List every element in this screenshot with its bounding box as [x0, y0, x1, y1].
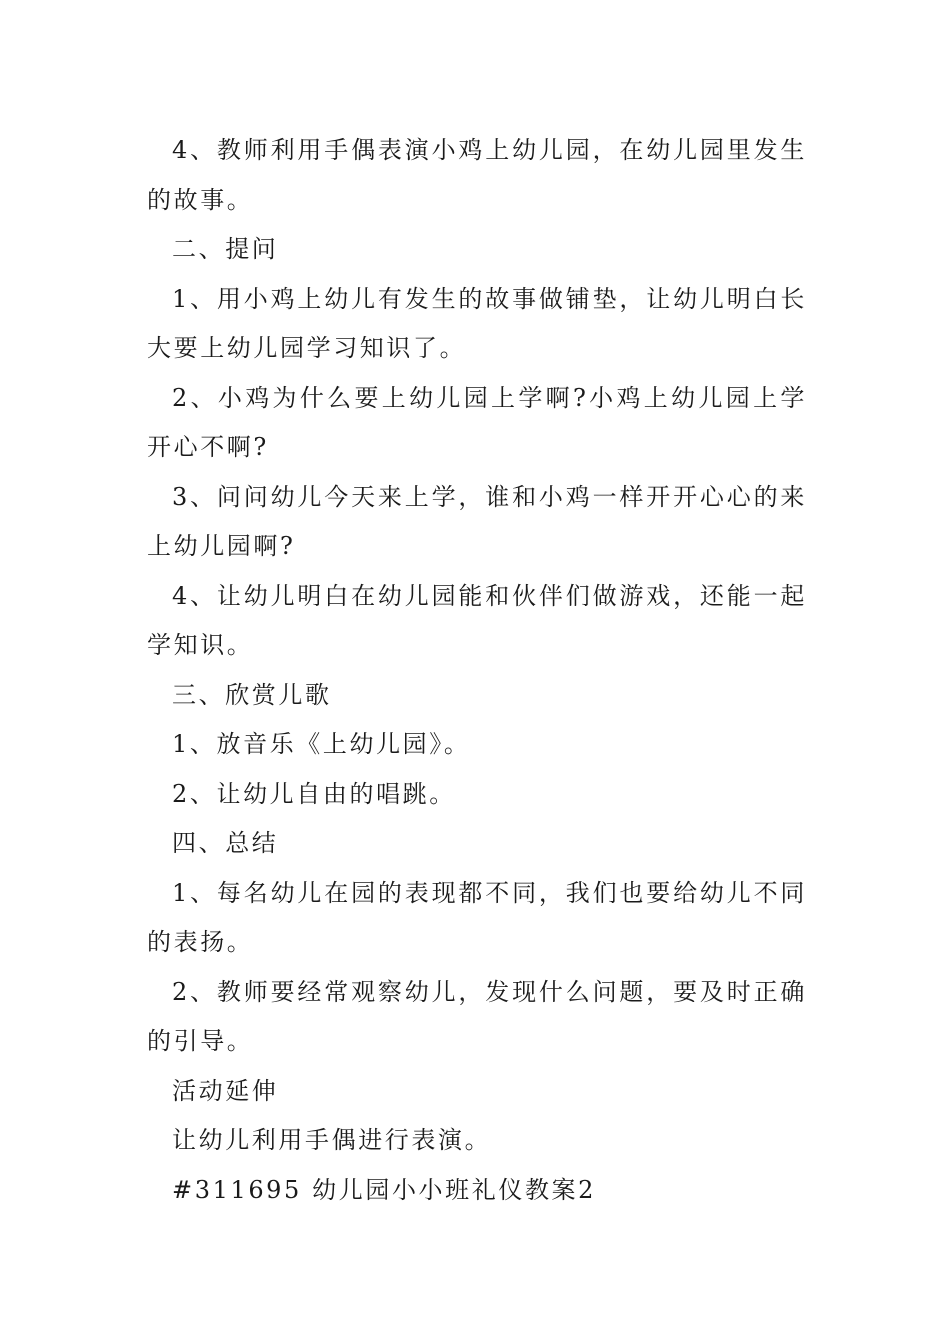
paragraph-summary-1: 1、每名幼儿在园的表现都不同，我们也要给幼儿不同的表扬。 — [147, 878, 807, 956]
paragraph-next-lesson-title: #311695 幼儿园小小班礼仪教案2 — [172, 1175, 597, 1204]
section-heading-extension: 活动延伸 — [172, 1076, 279, 1105]
section-heading-questions: 二、提问 — [172, 235, 279, 263]
paragraph-question-3: 3、问问幼儿今天来上学，谁和小鸡一样开开心心的来上幼儿园啊? — [147, 482, 807, 560]
section-heading-summary: 四、总结 — [172, 829, 279, 857]
section-heading-nursery-rhyme: 三、欣赏儿歌 — [172, 680, 332, 709]
document-body — [147, 126, 807, 1215]
paragraph-rhyme-2: 2、让幼儿自由的唱跳。 — [172, 779, 456, 808]
paragraph-question-2: 2、小鸡为什么要上幼儿园上学啊?小鸡上幼儿园上学开心不啊? — [147, 383, 807, 461]
paragraph-question-1: 1、用小鸡上幼儿有发生的故事做铺垫，让幼儿明白长大要上幼儿园学习知识了。 — [147, 284, 807, 362]
paragraph-extension: 让幼儿利用手偶进行表演。 — [172, 1126, 492, 1154]
paragraph-summary-2: 2、教师要经常观察幼儿，发现什么问题，要及时正确的引导。 — [147, 977, 807, 1055]
paragraph-step-4-puppet-show: 4、教师利用手偶表演小鸡上幼儿园，在幼儿园里发生的故事。 — [147, 136, 807, 214]
paragraph-question-4: 4、让幼儿明白在幼儿园能和伙伴们做游戏，还能一起学知识。 — [147, 581, 807, 659]
paragraph-rhyme-1: 1、放音乐《上幼儿园》。 — [172, 730, 471, 758]
